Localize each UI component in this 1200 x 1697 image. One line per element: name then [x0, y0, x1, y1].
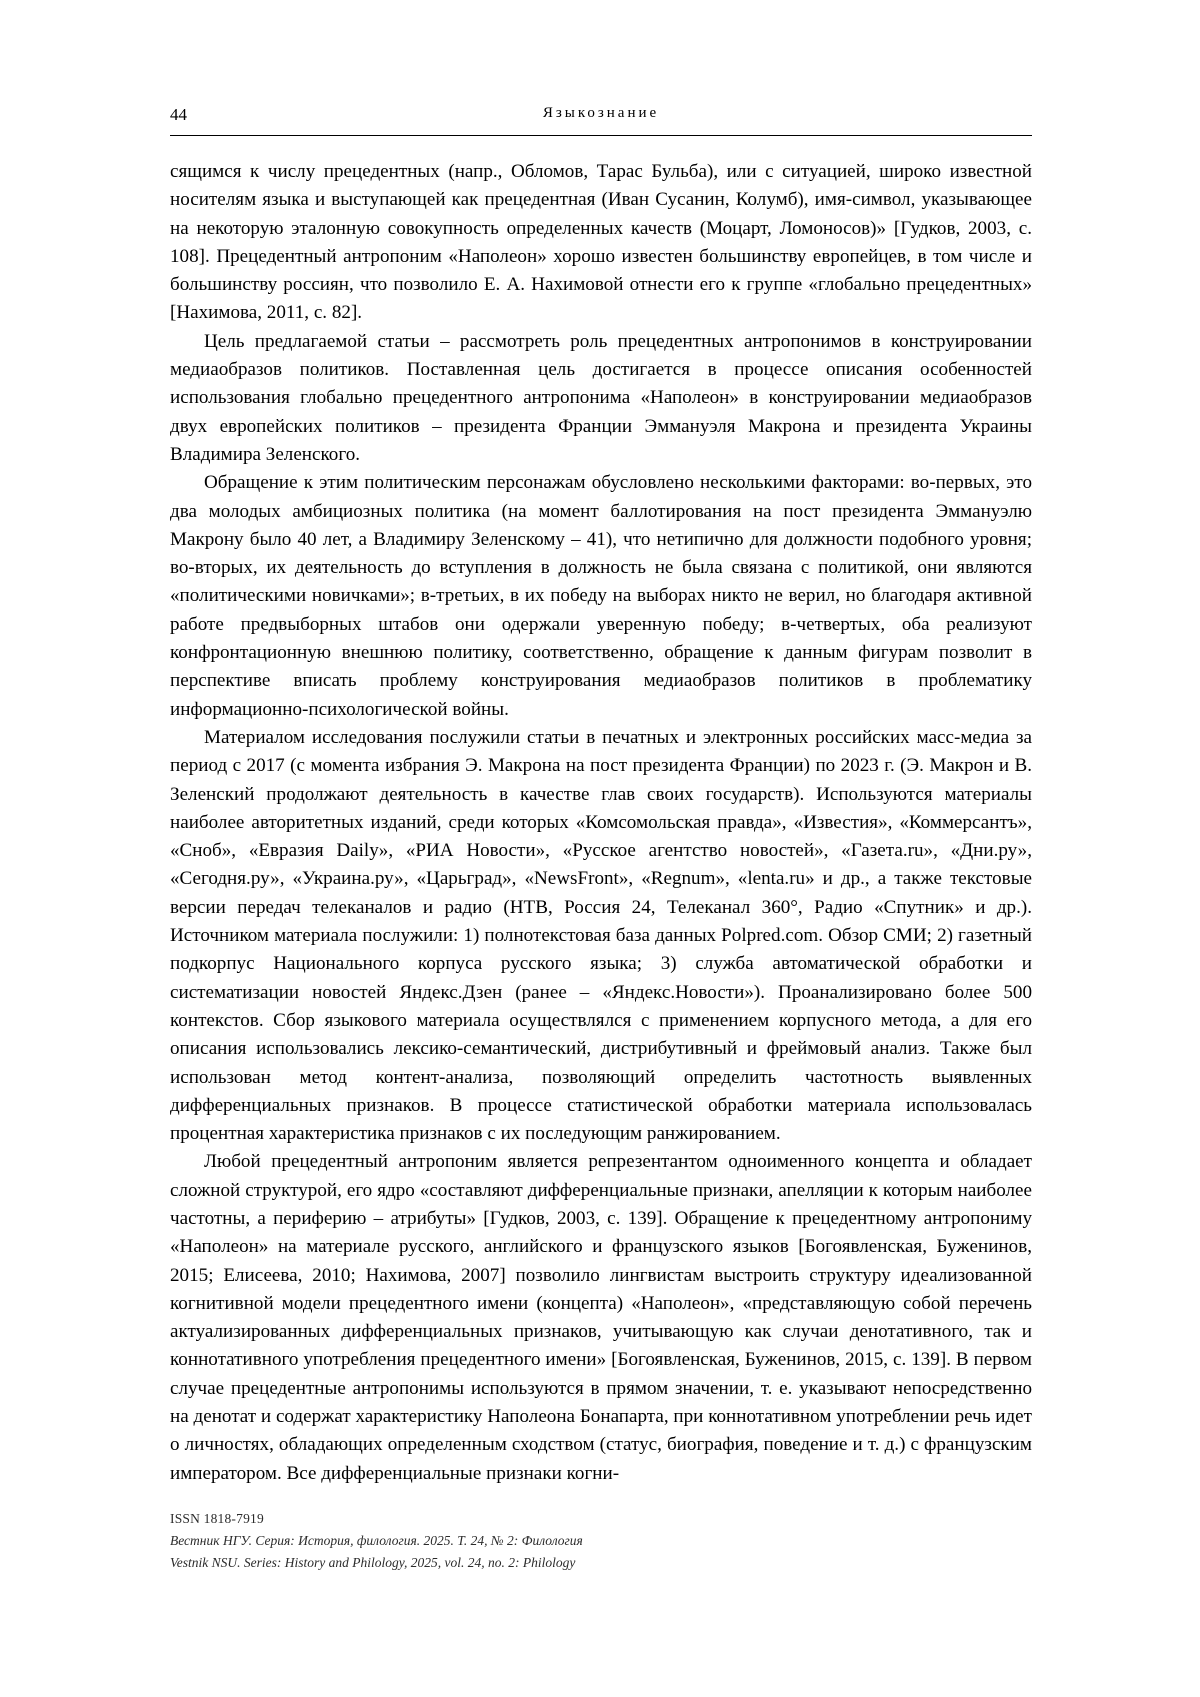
paragraph: Обращение к этим политическим персонажам обусловлено несколькими факторами: во-первых, это два молодых амбициозных политика (на момент баллотирования на пост президента Эммануэлю Макрону было 40 лет, а Владимиру Зеленскому – 41), что нетипично для должности подобного уровня; во-вторых, их деятельность до вступления в должность не была связана с политикой, они являются «политическими новичками»; в-третьих, в их победу на выборах никто не верил, но благодаря активной работе предвыборных штабов они одержали уверенную победу; в-четвертых, оба реализуют конфронтационную внешнюю политику, соответственно, обращение к данным фигурам позволит в перспективе вписать проблему конструирования медиаобразов политиков в проблематику информационно-психологической войны. [170, 472, 1032, 720]
section-title: Языкознание [542, 105, 660, 121]
journal-line-ru: Вестник НГУ. Серия: История, филология. 2025. Т. 24, № 2: Филология [170, 1533, 583, 1548]
paragraph: Материалом исследования послужили статьи в печатных и электронных российских масс-медиа за период с 2017 (с момента избрания Э. Макрона на пост президента Франции) по 2023 г. (Э. Макрон и В. Зеленский продолжают деятельность в качестве глав своих государств). Используются материалы наиболее авторитетных изданий, среди которых «Комсомольская правда», «Известия», «Коммерсантъ», «Сноб», «Евразия Daily», «РИА Новости», «Русское агентство новостей», «Газета.ru», «Дни.ру», «Сегодня.ру», «Украина.ру», «Царьград», «NewsFront», «Regnum», «lenta.ru» и др., а также текстовые версии передач телеканалов и радио (НТВ, Россия 24, Телеканал 360°, Радио «Спутник» и др.). Источником материала послужили: 1) полнотекстовая база данных Polpred.com. Обзор СМИ; 2) газетный подкорпус Национального корпуса русского языка; 3) служба автоматической обработки и систематизации новостей Яндекс.Дзен (ранее – «Яндекс.Новости»). Проанализировано более 500 контекстов. Сбор языкового материала осуществлялся с применением корпусного метода, а для его описания использовались лексико-семантический, дистрибутивный и фреймовый анализ. Также был использован метод контент-анализа, позволяющий определить частотность выявленных дифференциальных признаков. В процессе статистической обработки материала использовалась процентная характеристика признаков с их последующим ранжированием. [170, 726, 1032, 1145]
running-head [170, 105, 1032, 129]
article-body [170, 158, 1032, 1488]
paragraph: сящимся к числу прецедентных (напр., Обломов, Тарас Бульба), или с ситуацией, широко известной носителям языка и выступающей как прецедентная (Иван Сусанин, Колумб), имя-символ, указывающее на некоторую эталонную совокупность определенных качеств (Моцарт, Ломоносов)» [Гудков, 2003, с. 108]. Прецедентный антропоним «Наполеон» хорошо известен большинству европейцев, в том числе и большинству россиян, что позволило Е. А. Нахимовой отнести его к группе «глобально прецедентных» [Нахимова, 2011, с. 82]. [170, 161, 1032, 324]
header-divider [170, 135, 1032, 136]
journal-line-en: Vestnik NSU. Series: History and Philology, 2025, vol. 24, no. 2: Philology [170, 1555, 576, 1570]
paragraph: Цель предлагаемой статьи – рассмотреть роль прецедентных антропонимов в конструировании медиаобразов политиков. Поставленная цель достигается в процессе описания особенностей использования глобально прецедентного антропонима «Наполеон» в конструировании медиаобразов двух европейских политиков – президента Франции Эммануэля Макрона и президента Украины Владимира Зеленского. [170, 330, 1032, 465]
page-content [170, 105, 1032, 1488]
paragraph: Любой прецедентный антропоним является репрезентантом одноименного концепта и обладает сложной структурой, его ядро «составляют дифференциальные признаки, апелляции к которым наиболее частотны, а периферию – атрибуты» [Гудков, 2003, с. 139]. Обращение к прецедентному антропониму «Наполеон» на материале русского, английского и французского языков [Богоявленская, Бужeнинов, 2015; Елисеева, 2010; Нахимова, 2007] позволило лингвистам выстроить структуру идеализованной когнитивной модели прецедентного имени (концепта) «Наполеон», «представляющую собой перечень актуализированных дифференциальных признаков, учитывающую как случаи денотативного, так и коннотативного употребления прецедентного имени» [Богоявленская, Бужeнинов, 2015, с. 139]. В первом случае прецедентные антропонимы используются в прямом значении, т. е. указывают непосредственно на денотат и содержат характеристику Наполеона Бонапарта, при коннотативном употреблении речь идет о личностях, обладающих определенным сходством (статус, биография, поведение и т. д.) с французским императором. Все дифференциальные признаки когни- [170, 1151, 1032, 1484]
page-footer [170, 1508, 1032, 1574]
issn-line: ISSN 1818-7919 [170, 1511, 264, 1526]
page-number: 44 [170, 105, 187, 124]
